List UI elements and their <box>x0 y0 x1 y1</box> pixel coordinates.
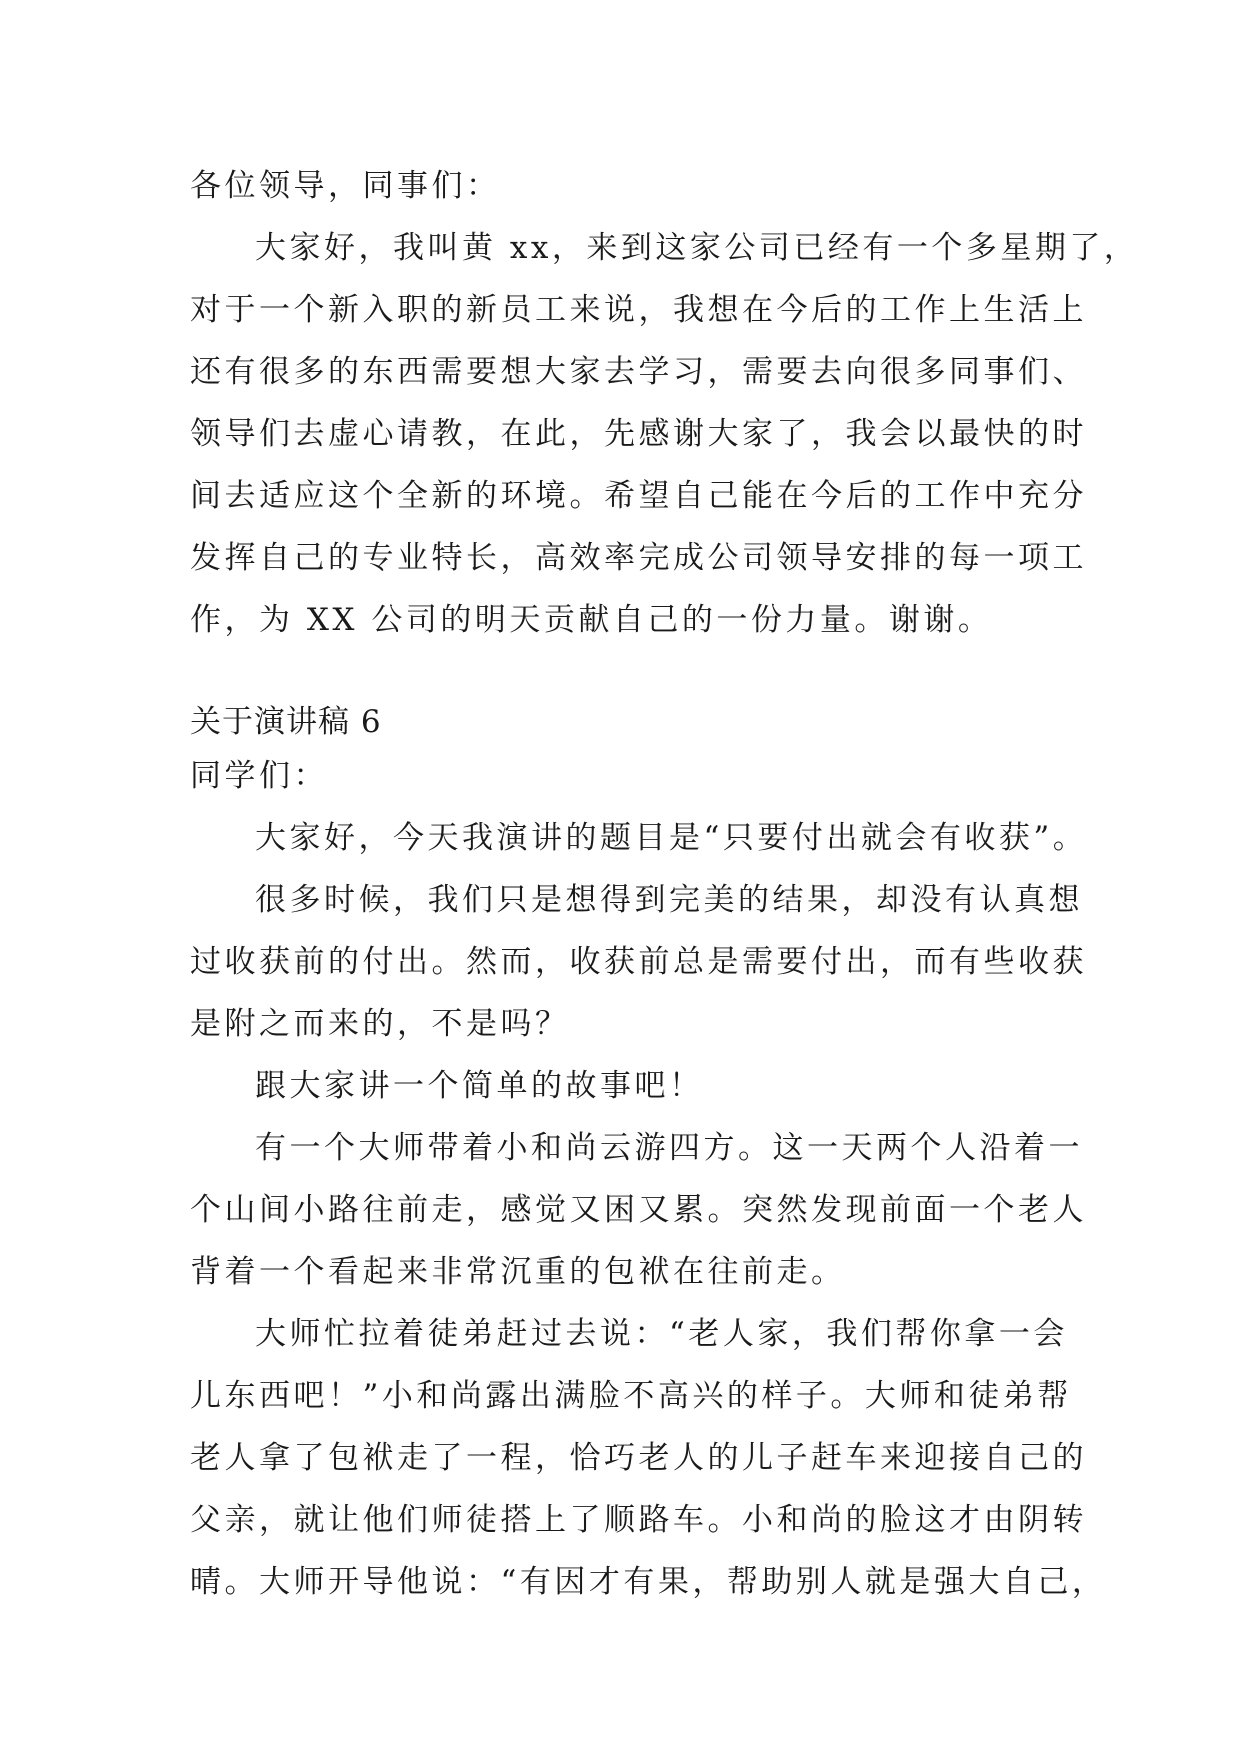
paragraph-line: 发挥自己的专业特长，高效率完成公司领导安排的每一项工 <box>190 540 1087 576</box>
paragraph-line: 跟大家讲一个简单的故事吧！ <box>255 1068 704 1104</box>
salutation-leaders: 各位领导，同事们： <box>190 168 501 204</box>
paragraph-line: 间去适应这个全新的环境。希望自己能在今后的工作中充分 <box>190 478 1087 514</box>
paragraph-line: 对于一个新入职的新员工来说，我想在今后的工作上生活上 <box>190 292 1087 328</box>
paragraph-line: 还有很多的东西需要想大家去学习，需要去向很多同事们、 <box>190 354 1087 390</box>
paragraph-line: 有一个大师带着小和尚云游四方。这一天两个人沿着一 <box>255 1130 1083 1166</box>
paragraph-line: 很多时候，我们只是想得到完美的结果，却没有认真想 <box>255 882 1083 918</box>
paragraph-line: 过收获前的付出。然而，收获前总是需要付出，而有些收获 <box>190 944 1087 980</box>
paragraph-line: 作，为 XX 公司的明天贡献自己的一份力量。谢谢。 <box>190 602 993 638</box>
paragraph-line: 领导们去虚心请教，在此，先感谢大家了，我会以最快的时 <box>190 416 1087 452</box>
paragraph-line: 大家好，我叫黄 xx，来到这家公司已经有一个多星期了， <box>255 230 1139 266</box>
paragraph-line: 个山间小路往前走，感觉又困又累。突然发现前面一个老人 <box>190 1192 1087 1228</box>
paragraph-line: 背着一个看起来非常沉重的包袱在往前走。 <box>190 1254 846 1290</box>
section-title: 关于演讲稿 6 <box>190 704 382 740</box>
paragraph-line: 老人拿了包袱走了一程，恰巧老人的儿子赶车来迎接自己的 <box>190 1440 1087 1476</box>
paragraph-line: 是附之而来的，不是吗？ <box>190 1006 570 1042</box>
paragraph-line: 大师忙拉着徒弟赶过去说：“老人家，我们帮你拿一会 <box>255 1316 1068 1352</box>
paragraph-line: 儿东西吧！”小和尚露出满脸不高兴的样子。大师和徒弟帮 <box>190 1378 1072 1414</box>
paragraph-line: 父亲，就让他们师徒搭上了顺路车。小和尚的脸这才由阴转 <box>190 1502 1087 1538</box>
salutation-classmates: 同学们： <box>190 758 328 794</box>
paragraph-line: 大家好，今天我演讲的题目是“只要付出就会有收获”。 <box>255 820 1088 856</box>
paragraph-line: 晴。大师开导他说：“有因才有果，帮助别人就是强大自己， <box>190 1564 1107 1600</box>
